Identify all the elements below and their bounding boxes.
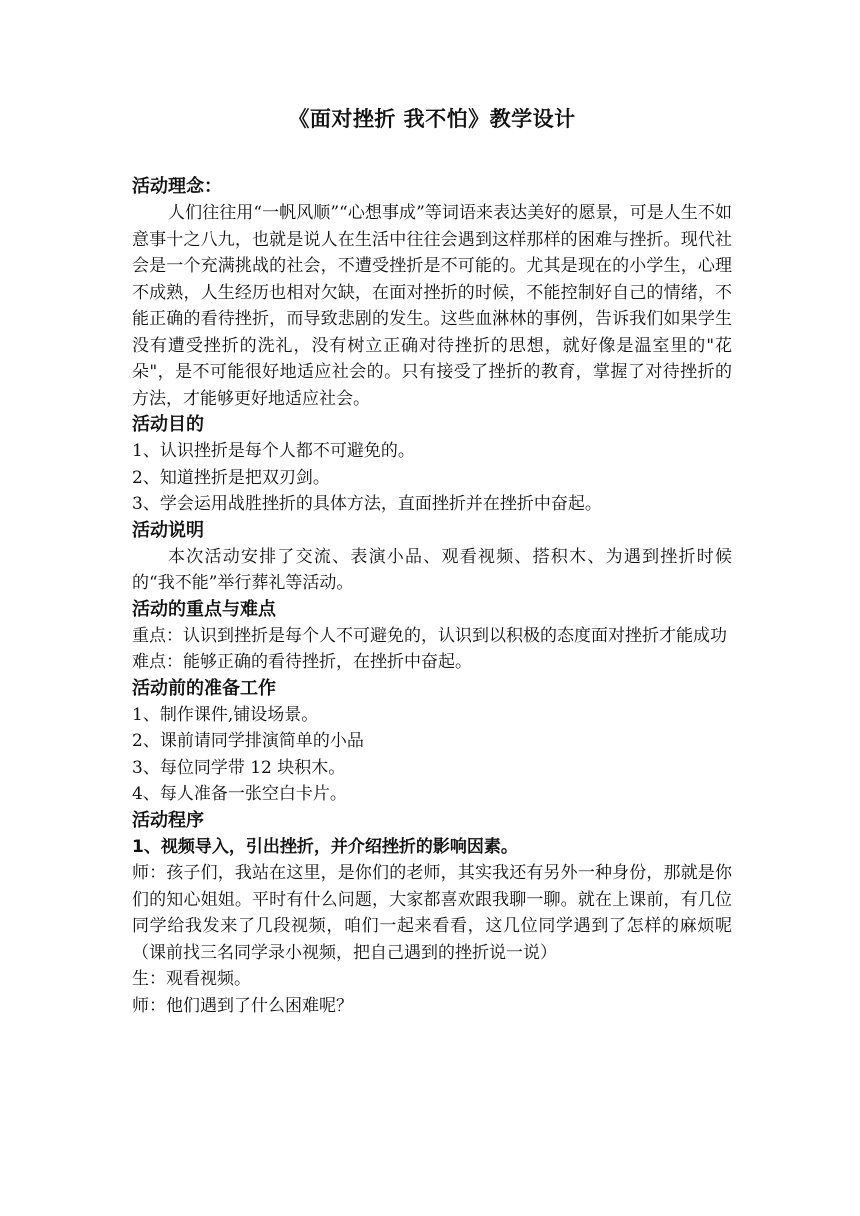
preparation-item: 4、每人准备一张空白卡片。: [132, 784, 347, 804]
goal-item: 3、学会运用战胜挫折的具体方法，直面挫折并在挫折中奋起。: [132, 494, 602, 514]
section-goals: [132, 412, 732, 518]
section-key-points: [132, 597, 732, 676]
goal-item: 2、知道挫折是把双刃剑。: [132, 467, 330, 488]
key-points-heading: 活动的重点与难点: [132, 598, 276, 620]
goal-item: 1、认识挫折是每个人都不可避免的。: [132, 441, 415, 461]
section-concept: [132, 174, 732, 412]
document-title: 《面对挫折 我不怕》教学设计: [288, 107, 576, 131]
preparation-heading: 活动前的准备工作: [132, 677, 276, 699]
section-procedure: [132, 808, 732, 1020]
preparation-item: 2、课前请同学排演简单的小品: [132, 731, 364, 751]
concept-heading: 活动理念：: [132, 176, 222, 197]
teacher-line: 师：孩子们，我站在这里，是你们的老师，其实我还有另外一种身份，那就是你们的知心姐姐。平时有什么问题，大家都喜欢跟我聊一聊。就在上课前，有几位同学给我发来了几段视频，咱们一起来看看，这几位同学遇到了怎样的麻烦呢（课前找三名同学录小视频，把自己遇到的挫折说一说）: [132, 863, 732, 963]
section-description: [132, 518, 732, 597]
procedure-heading: 活动程序: [132, 809, 204, 831]
document-page: [132, 104, 732, 1019]
teacher-line: 师：他们遇到了什么困难呢？: [132, 995, 353, 1016]
preparation-item: 1、制作课件,铺设场景。: [132, 704, 319, 725]
student-line: 生：观看视频。: [132, 969, 251, 989]
focus-paragraph: 重点：认识到挫折是每个人不可避免的，认识到以积极的态度面对挫折才能成功: [132, 625, 727, 646]
description-heading: 活动说明: [132, 519, 204, 541]
section-preparation: [132, 676, 732, 808]
preparation-item: 3、每位同学带 12 块积木。: [132, 757, 346, 778]
difficulty-paragraph: 难点：能够正确的看待挫折，在挫折中奋起。: [132, 652, 472, 672]
concept-paragraph: 人们往往用“一帆风顺”“心想事成”等词语来表达美好的愿景，可是人生不如意事十之八九，也就是说人在生活中往往会遇到这样那样的困难与挫折。现代社会是一个充满挑战的社会，不遭受挫折是不可能的。尤其是现在的小学生，心理不成熟，人生经历也相对欠缺，在面对挫折的时候，不能控制好自己的情绪，不能正确的看待挫折，而导致悲剧的发生。这些血淋林的事例，告诉我们如果学生没有遭受挫折的洗礼，没有树立正确对待挫折的思想，就好像是温室里的"花朵"，是不可能很好地适应社会的。只有接受了挫折的教育，掌握了对待挫折的方法，才能够更好地适应社会。: [132, 203, 732, 409]
description-paragraph: 本次活动安排了交流、表演小品、观看视频、搭积木、为遇到挫折时候的“我不能”举行葬礼等活动。: [132, 546, 732, 593]
step1-title: 1、视频导入，引出挫折，并介绍挫折的影响因素。: [132, 836, 518, 857]
goals-heading: 活动目的: [132, 414, 204, 435]
